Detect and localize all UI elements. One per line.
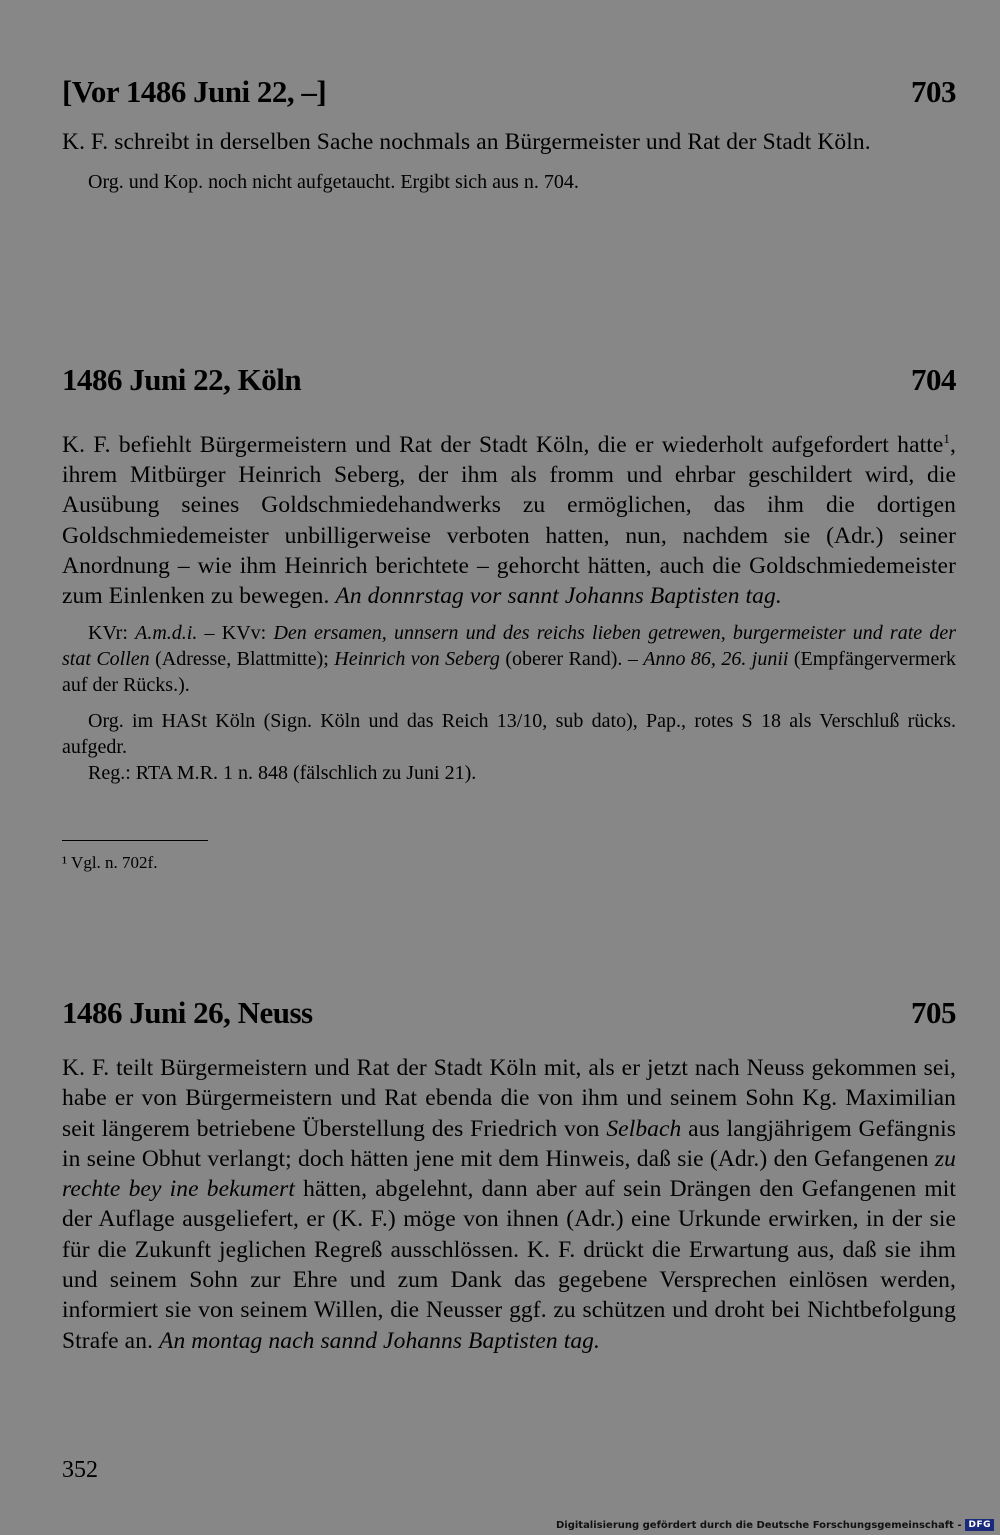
summary-italic: zu rechte bey ine bekumert: [62, 1145, 956, 1203]
entry-number: 703: [911, 74, 956, 109]
entry-regest: Reg.: RTA M.R. 1 n. 848 (fälschlich zu Juni 21).: [88, 761, 477, 784]
entry-header: [62, 74, 956, 110]
entry-header: [62, 995, 956, 1031]
summary-date: An montag nach sannd Johanns Baptisten tag.: [159, 1327, 601, 1354]
entry-endorsement: [62, 620, 956, 698]
note-text: – KVv:: [197, 621, 274, 644]
summary-text: hätten, abgelehnt, dann aber auf sein Drängen den Gefangenen mit der Auflage ausgeliefert, er (K. F.) möge von ihnen (Adr.) eine Urkunde erwirken, in der sie für die Zukunft jeglichen Regreß ausschlössen. K. F. drückt die Erwartung aus, daß sie ihm und seinem Sohn zur Ehre und zum Dank das gegebene Versprechen einlösen werden, informiert sie von seinem Willen, die Neusser ggf. zu schützen und droht bei Nichtbefolgung Strafe an.: [62, 1176, 956, 1354]
entry-header: [62, 362, 956, 398]
note-text: KVr:: [88, 621, 136, 644]
note-italic: Heinrich von Seberg: [334, 647, 500, 670]
footnote-mark: 1: [943, 431, 951, 446]
entry-summary: K. F. schreibt in derselben Sache nochmals an Bürgermeister und Rat der Stadt Köln.: [62, 129, 871, 155]
note-text: (Adresse, Blattmitte);: [149, 647, 335, 670]
note-text: (oberer Rand). –: [499, 647, 644, 670]
entry-703: [62, 74, 956, 195]
summary-text: K. F. befiehlt Bürgermeistern und Rat der Stadt Köln, die er wiederholt aufgefordert hatte: [62, 431, 944, 458]
entry-source: Org. und Kop. noch nicht aufgetaucht. Ergibt sich aus n. 704.: [88, 171, 579, 194]
page-number: 352: [62, 1457, 98, 1483]
funding-credit: [556, 1519, 994, 1531]
note-text: (Empfängervermerk auf der Rücks.).: [62, 647, 957, 696]
entry-date: [Vor 1486 Juni 22, –]: [62, 74, 327, 109]
entry-705: [62, 995, 956, 1356]
note-italic: Den ersamen, unnsern und des reichs lieben getrewen, burgermeister und rate der stat Collen: [62, 621, 956, 670]
entry-number: 704: [911, 362, 956, 397]
entry-number: 705: [911, 995, 956, 1030]
entry-summary: [62, 424, 956, 612]
funding-text: Digitalisierung gefördert durch die Deutsche Forschungsgemeinschaft -: [555, 1519, 962, 1531]
entry-date: 1486 Juni 22, Köln: [62, 362, 302, 397]
summary-italic: Selbach: [606, 1115, 682, 1142]
dfg-logo: DFG: [965, 1519, 994, 1531]
note-italic: A.m.d.i.: [135, 621, 198, 644]
summary-text: aus langjährigem Gefängnis in seine Obhut verlangt; doch hätten jene mit dem Hinweis, daß sie (Adr.) den Gefangenen: [62, 1115, 957, 1172]
entry-date: 1486 Juni 26, Neuss: [62, 995, 313, 1030]
entry-source: Org. im HASt Köln (Sign. Köln und das Reich 13/10, sub dato), Pap., rotes S 18 als Verschluß rücks. aufgedr.: [62, 709, 956, 758]
entry-summary: [62, 1053, 956, 1356]
summary-text: , ihrem Mitbürger Heinrich Seberg, der ihm als fromm und ehrbar geschildert wird, die Ausübung seines Goldschmiedehandwerks zu ermöglichen, das ihm die dortigen Goldschmiedemeister unbilligerweise verboten hatten, nun, nachdem sie (Adr.) seiner Anordnung – wie ihm Heinrich berichtete – gehorcht hätten, auch die Goldschmiedemeister zum Einlenken zu bewegen.: [62, 431, 956, 610]
entry-704: [62, 362, 956, 786]
summary-text: K. F. teilt Bürgermeistern und Rat der Stadt Köln mit, als er jetzt nach Neuss gekommen sei, habe er von Bürgermeistern und Rat ebenda die von ihm und seinem Sohn Kg. Maximilian seit längerem betriebene Überstellung des Friedrich von: [62, 1055, 956, 1142]
summary-date: An donnrstag vor sannt Johanns Baptisten tag.: [335, 583, 782, 610]
footnote: ¹ Vgl. n. 702f.: [62, 853, 158, 872]
note-italic: Anno 86, 26. junii: [643, 647, 789, 670]
footnote-rule: [62, 840, 208, 841]
